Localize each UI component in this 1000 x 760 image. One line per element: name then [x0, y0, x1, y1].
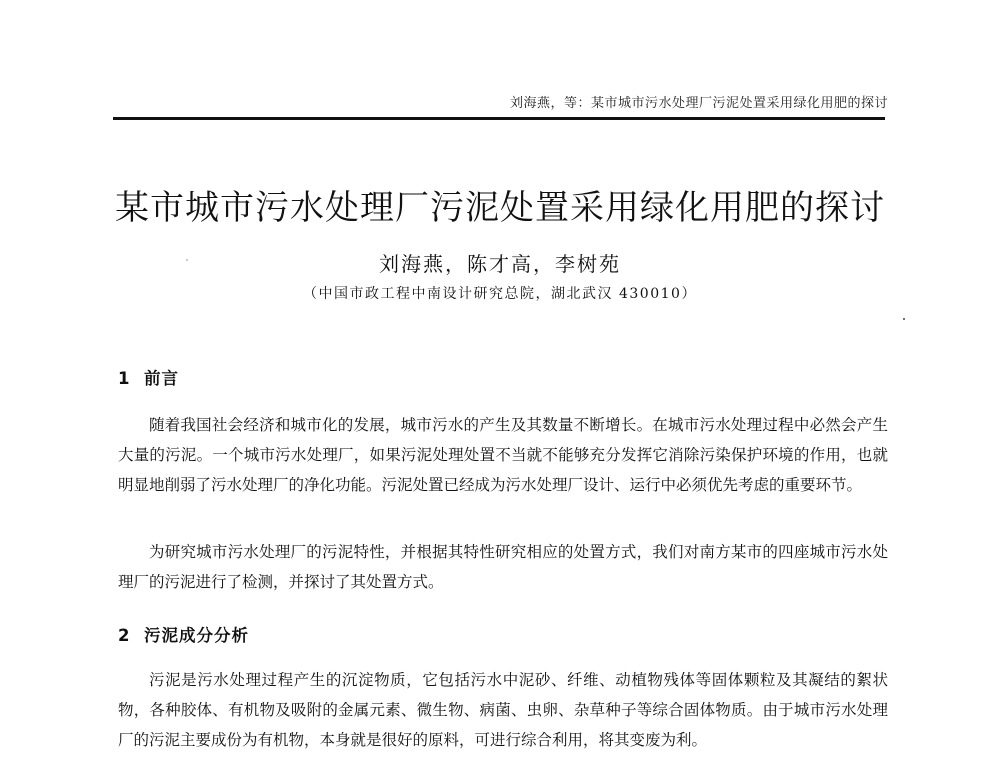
section-number: 1	[118, 369, 131, 388]
authors: 刘海燕，陈才高，李树苑	[379, 252, 621, 276]
paragraph: 为研究城市污水处理厂的污泥特性，并根据其特性研究相应的处置方式，我们对南方某市的四座城市污水处理厂的污泥进行了检测，并探讨了其处置方式。	[118, 543, 888, 591]
section-heading-sludge-analysis	[118, 622, 249, 646]
running-header: 刘海燕，等：某市城市污水处理厂污泥处置采用绿化用肥的探讨	[509, 96, 888, 111]
section-heading-introduction	[118, 365, 179, 389]
affiliation: （中国市政工程中南设计研究总院，湖北武汉 430010）	[303, 286, 697, 302]
paper-title: 某市城市污水处理厂污泥处置采用绿化用肥的探讨	[115, 188, 885, 228]
scan-speck	[186, 259, 188, 261]
paragraph: 污泥是污水处理过程产生的沉淀物质，它包括污水中泥砂、纤维、动植物残体等固体颗粒及其凝结的絮状物，各种胶体、有机物及吸附的金属元素、微生物、病菌、虫卵、杂草种子等综合固体物质。由于城市污水处理厂的污泥主要成份为有机物，本身就是很好的原料，可进行综合利用，将其变废为利。	[118, 671, 888, 749]
header-rule	[113, 117, 885, 120]
paragraph: 随着我国社会经济和城市化的发展，城市污水的产生及其数量不断增长。在城市污水处理过程中必然会产生大量的污泥。一个城市污水处理厂，如果污泥处理处置不当就不能够充分发挥它消除污染保护环境的作用，也就明显地削弱了污水处理厂的净化功能。污泥处置已经成为污水处理厂设计、运行中必须优先考虑的重要环节。	[118, 416, 888, 494]
scan-speck	[903, 318, 905, 320]
section-title: 前言	[144, 369, 179, 388]
section-title: 污泥成分分析	[144, 626, 249, 645]
section-number: 2	[118, 626, 131, 645]
